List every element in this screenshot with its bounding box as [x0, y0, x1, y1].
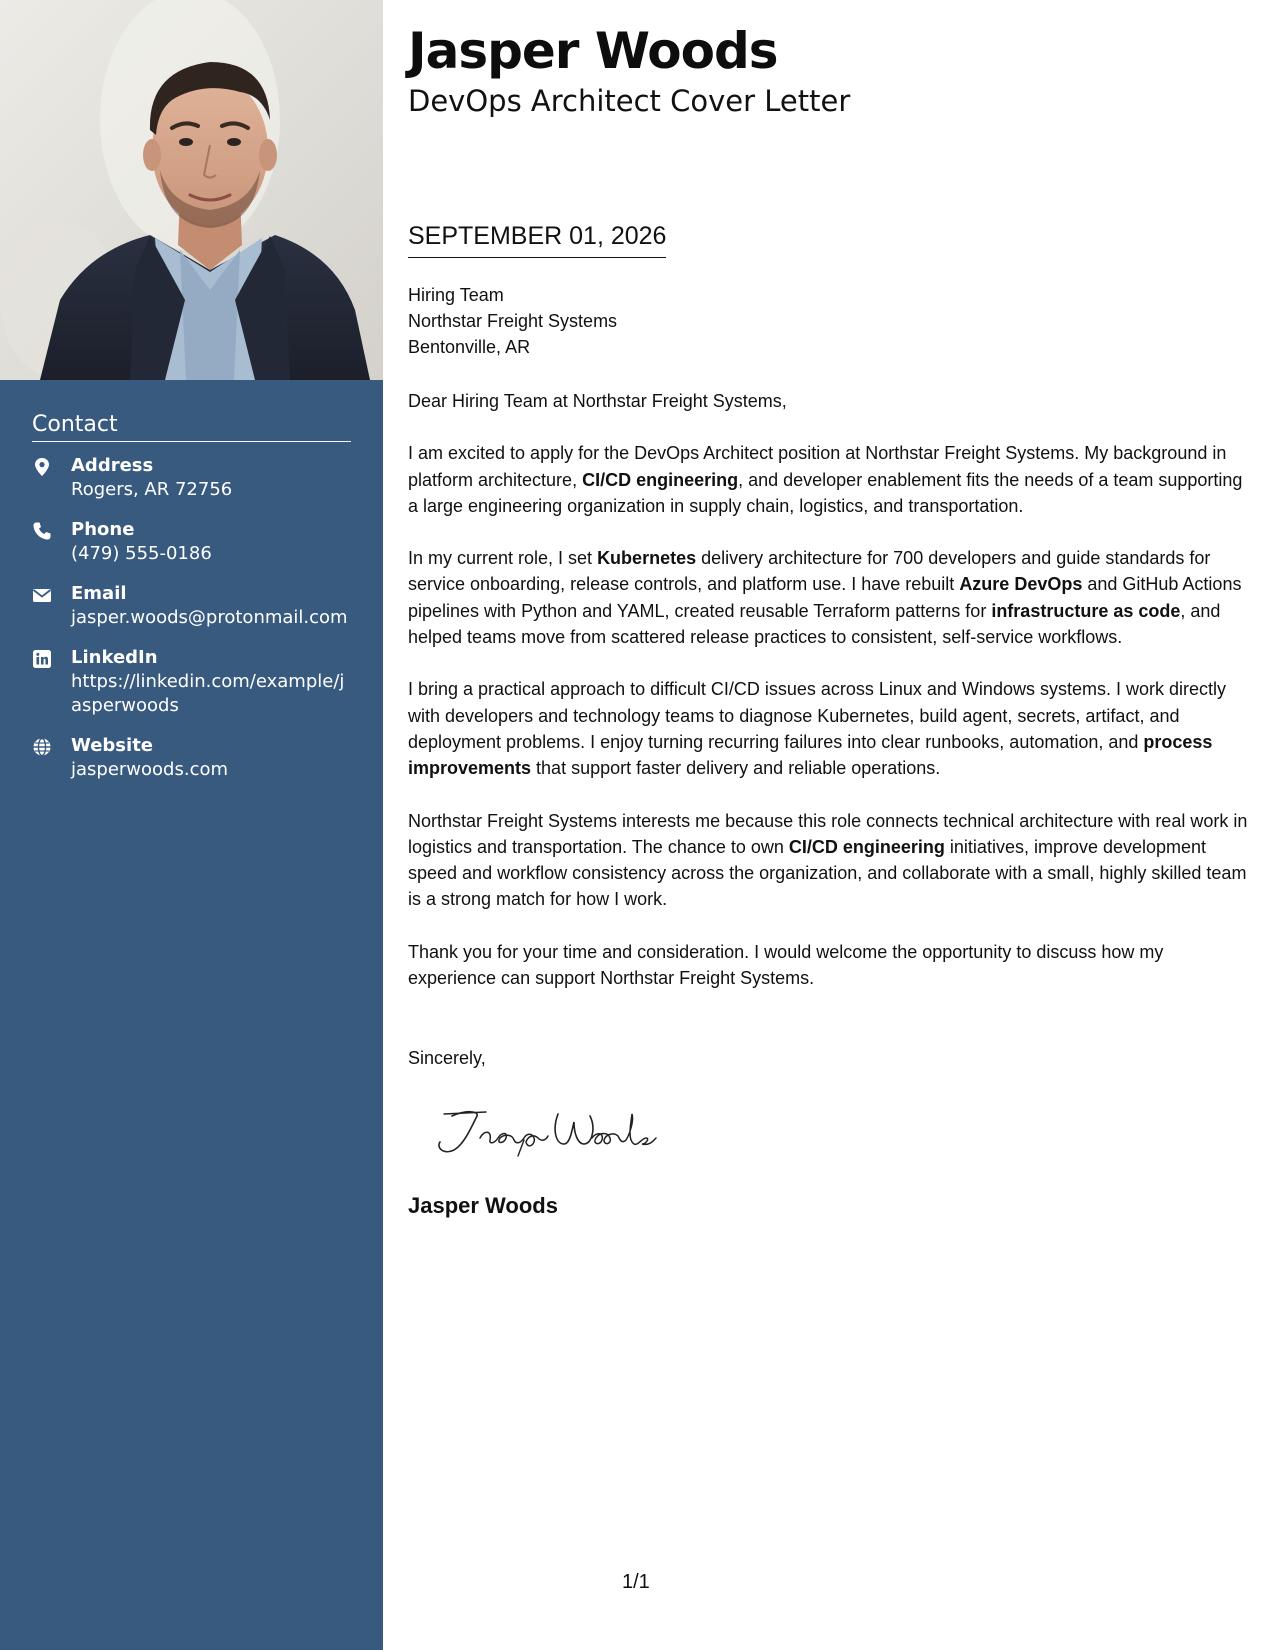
address-value: Rogers, AR 72756 [71, 479, 233, 500]
contact-phone [32, 518, 351, 566]
contact-label: Phone [71, 519, 135, 540]
contact-section [32, 412, 351, 798]
paragraph-1: I am excited to apply for the DevOps Architect position at Northstar Freight Systems. My background in platform architecture, CI/CD engineering, and developer enablement fits the needs of a team supporting a large engineering organization in supply chain, logistics, and transportation. [408, 443, 1243, 516]
profile-photo [0, 0, 383, 380]
recipient-line: Hiring Team [408, 285, 504, 305]
contact-heading: Contact [32, 412, 351, 442]
linkedin-value[interactable]: https://linkedin.com/example/jasperwoods [71, 671, 345, 716]
contact-website [32, 734, 351, 782]
email-value[interactable]: jasper.woods@protonmail.com [71, 607, 348, 628]
contact-address [32, 454, 351, 502]
paragraph-2: In my current role, I set Kubernetes delivery architecture for 700 developers and guide standards for service onboarding, release controls, and platform use. I have rebuilt Azure DevOps and GitHub Actions pipelines with Python and YAML, created reusable Terraform patterns for infrastructure as code, and helped teams move from scattered release practices to consistent, self-service workflows. [408, 548, 1242, 648]
paragraph-4: Northstar Freight Systems interests me because this role connects technical architecture with real work in logistics and transportation. The chance to own CI/CD engineering initiatives, improve development speed and workflow consistency across the organization, and collaborate with a small, highly skilled team is a strong match for how I work. [408, 810, 1248, 910]
paragraph-3: I bring a practical approach to difficult CI/CD issues across Linux and Windows systems. I work directly with developers and technology teams to diagnose Kubernetes, build agent, secrets, artifact, and deployment problems. I enjoy turning recurring failures into clear runbooks, automation, and process improvements that support faster delivery and reliable operations. [408, 679, 1226, 779]
contact-label: Email [71, 583, 127, 604]
envelope-icon [32, 585, 52, 605]
recipient-location: Bentonville, AR [408, 337, 531, 357]
salutation: Dear Hiring Team at Northstar Freight Systems, [408, 391, 787, 411]
closing: Sincerely, [408, 1048, 486, 1068]
letter-content [408, 388, 1248, 1017]
contact-linkedin [32, 646, 351, 718]
contact-label: Address [71, 455, 154, 476]
phone-value[interactable]: (479) 555-0186 [71, 543, 212, 564]
applicant-name: Jasper Woods [408, 22, 778, 80]
contact-label: Website [71, 735, 154, 756]
phone-icon [32, 521, 52, 541]
recipient-block [408, 282, 617, 360]
map-pin-icon [32, 457, 52, 477]
letter-date: SEPTEMBER 01, 2026 [408, 222, 666, 258]
contact-label: LinkedIn [71, 647, 158, 668]
linkedin-icon [32, 649, 52, 669]
contact-email [32, 582, 351, 630]
page-number: 1/1 [622, 1571, 650, 1593]
paragraph-5: Thank you for your time and consideration. I would welcome the opportunity to discuss how my experience can support Northstar Freight Systems. [408, 941, 1164, 989]
document-title: DevOps Architect Cover Letter [408, 84, 851, 118]
recipient-company: Northstar Freight Systems [408, 311, 618, 331]
signer-name: Jasper Woods [408, 1193, 558, 1218]
globe-icon [32, 737, 52, 757]
signature-image [424, 1100, 664, 1160]
sidebar [0, 0, 383, 1650]
website-value[interactable]: jasperwoods.com [71, 759, 229, 780]
